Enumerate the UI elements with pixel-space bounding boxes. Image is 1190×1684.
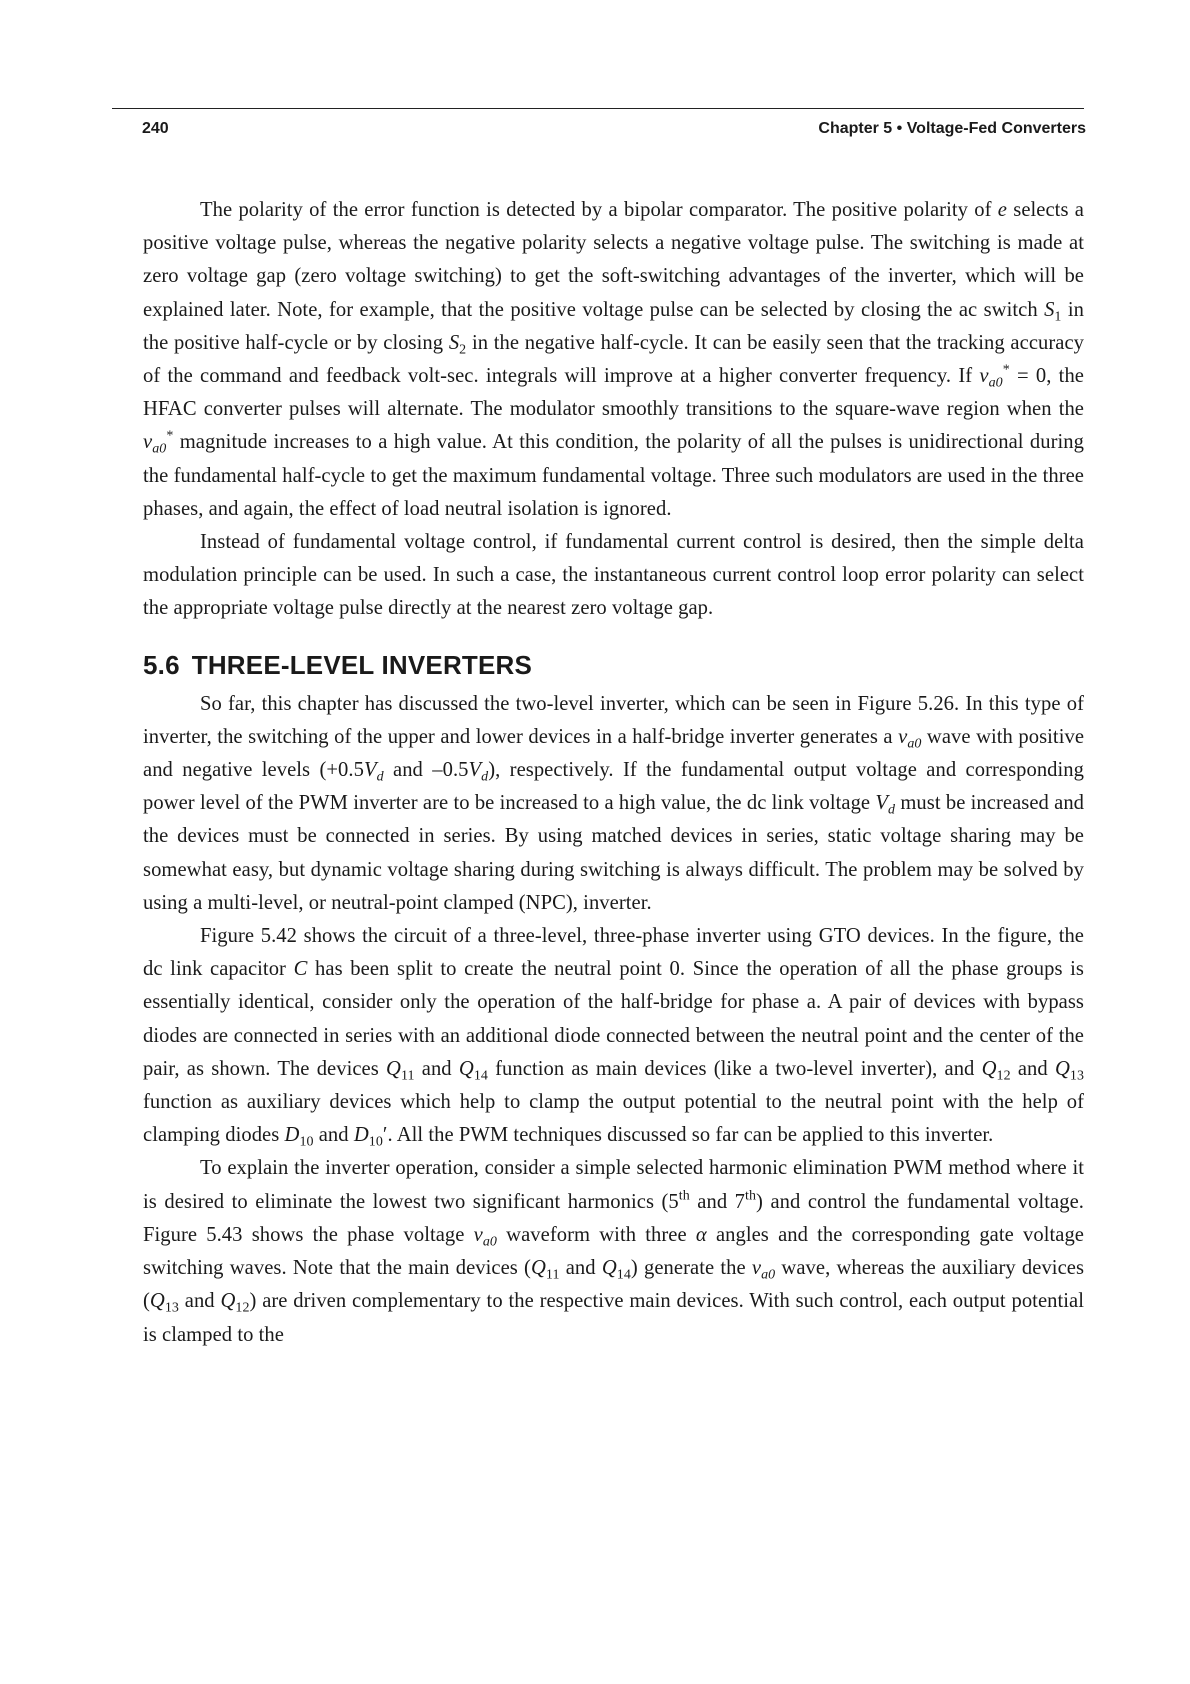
paragraph-harmonic-elimination: To explain the inverter operation, consider a simple selected harmonic elimination PWM method where it is desired to eliminate the lowest two significant harmonics (5th and 7th) and control the fundamental voltage. Figure 5.43 shows the phase voltage $v_{a0}$ waveform with three α angles and the corresponding gate voltage switching waves. Note that the main devices ($Q_{11}$ and $Q_{14}$) generate the $v_{a0}$ wave, whereas the auxiliary devices ($Q_{13}$ and $Q_{12}$) are driven complementary to the respective main devices. With such control, each output potential is clamped to the [143,1157,1085,1346]
page-body [143,194,1084,1352]
paragraph-figure-5-42: Figure 5.42 shows the circuit of a three-level, three-phase inverter using GTO devices. In the figure, the dc link capacitor C has been split to create the neutral point 0. Since the operation of all the phase groups is essentially identical, consider only the operation of the half-bridge for phase a. A pair of devices with bypass diodes are connected in series with an additional diode connected between the neutral point and the center of the pair, as shown. The devices $Q_{11}$ and $Q_{14}$ function as main devices (like a two-level inverter), and $Q_{12}$ and $Q_{13}$ function as auxiliary devices which help to clamp the output potential to the neutral point with the help of clamping diodes $D_{10}$ and $D_{10}'$. All the PWM techniques discussed so far can be applied to this inverter. [143,925,1085,1150]
section-heading [143,648,1084,682]
page-number: 240 [142,120,169,137]
header-rule [112,108,1084,109]
paragraph-two-level: So far, this chapter has discussed the two-level inverter, which can be seen in Figure 5.26. In this type of inverter, the switching of the upper and lower devices in a half-bridge inverter generates a $v_{a0}$ wave with positive and negative levels ($+0.5V_d$ and $-0.5V_d$), respectively. If the fundamental output voltage and corresponding power level of the PWM inverter are to be increased to a high value, the dc link voltage $V_d$ must be increased and the devices must be connected in series. By using matched devices in series, static voltage sharing may be somewhat easy, but dynamic voltage sharing during switching is always difficult. The problem may be solved by using a multi-level, or neutral-point clamped (NPC), inverter. [143,692,1085,914]
paragraph-current-control: Instead of fundamental voltage control, if fundamental current control is desired, then the simple delta modulation principle can be used. In such a case, the instantaneous current control loop error polarity can select the appropriate voltage pulse directly at the nearest zero voltage gap. [143,531,1084,620]
chapter-title: Chapter 5 • Voltage-Fed Converters [818,120,1086,137]
section-title: THREE-LEVEL INVERTERS [191,649,533,680]
paragraph-error-polarity: The polarity of the error function is detected by a bipolar comparator. The positive polarity of e selects a positive voltage pulse, whereas the negative polarity selects a negative voltage pulse. The switching is made at zero voltage gap (zero voltage switching) to get the soft-switching advantages of the inverter, which will be explained later. Note, for example, that the positive voltage pulse can be selected by closing the ac switch $S_1$ in the positive half-cycle or by closing $S_2$ in the negative half-cycle. It can be easily seen that the tracking accuracy of the command and feedback volt-sec. integrals will improve at a higher converter frequency. If $v_{a0}^* = 0$, the HFAC converter pulses will alternate. The modulator smoothly transitions to the square-wave region when the $v_{a0}^*$ magnitude increases to a high value. At this condition, the polarity of all the pulses is unidirectional during the fundamental half-cycle to get the maximum fundamental voltage. Three such modulators are used in the three phases, and again, the effect of load neutral isolation is ignored. [143,199,1084,520]
section-number: 5.6 [143,649,180,680]
running-header [142,120,1086,138]
